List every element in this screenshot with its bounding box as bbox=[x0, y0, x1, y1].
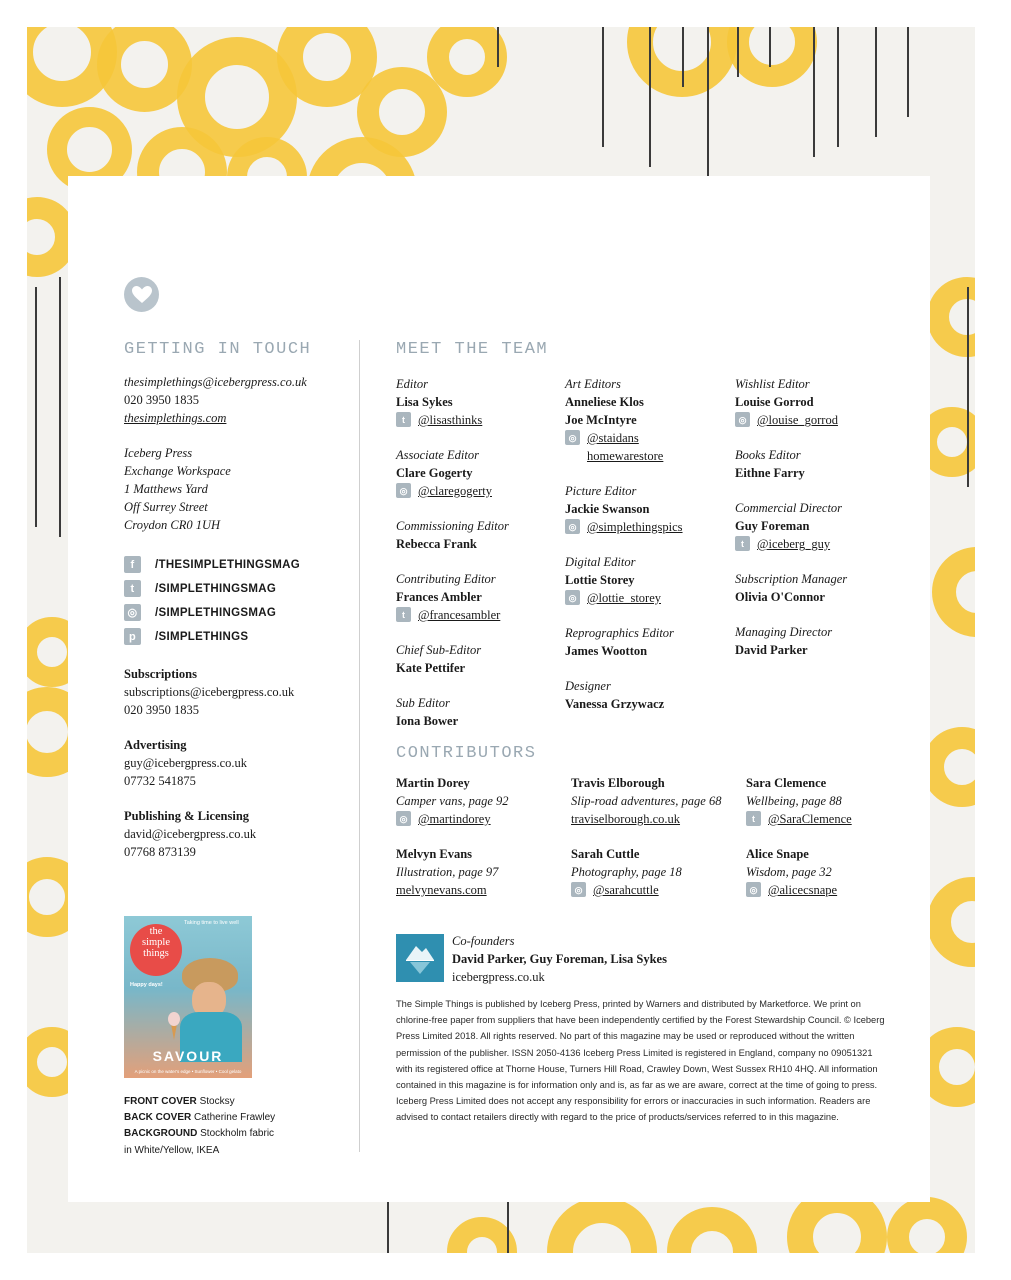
fabric-vine bbox=[837, 27, 839, 147]
magazine-cover bbox=[124, 916, 252, 1078]
contributor-work: Wellbeing, page 88 bbox=[746, 794, 842, 808]
advertising-label: Advertising bbox=[124, 738, 187, 752]
team-role: Art Editors bbox=[565, 377, 621, 391]
team-member bbox=[735, 446, 805, 482]
team-handle[interactable] bbox=[396, 606, 500, 624]
credit-value: in White/Yellow, IKEA bbox=[124, 1144, 220, 1156]
team-name: Clare Gogerty bbox=[396, 466, 473, 480]
contributor bbox=[746, 774, 852, 828]
fabric-vine bbox=[497, 27, 499, 67]
team-member bbox=[396, 694, 458, 730]
contributor-link-text: @SaraClemence bbox=[768, 812, 852, 826]
contributor-link-text: @alicecsnape bbox=[768, 883, 838, 897]
instagram-icon: ◎ bbox=[124, 604, 141, 621]
cover-ice-cream bbox=[168, 1012, 180, 1026]
team-role: Wishlist Editor bbox=[735, 377, 810, 391]
cover-logo-line: the bbox=[149, 926, 163, 937]
contributor-name: Sarah Cuttle bbox=[571, 847, 640, 861]
subscriptions-phone: 020 3950 1835 bbox=[124, 703, 199, 717]
team-name: Rebecca Frank bbox=[396, 537, 477, 551]
team-member bbox=[735, 499, 842, 553]
fabric-vine bbox=[769, 27, 771, 67]
team-name: Anneliese Klos bbox=[565, 395, 644, 409]
social-instagram[interactable] bbox=[124, 604, 276, 621]
credit-key: FRONT COVER bbox=[124, 1096, 197, 1107]
credit-value: Catherine Frawley bbox=[194, 1112, 276, 1124]
contributor-work: Illustration, page 97 bbox=[396, 865, 499, 879]
team-member bbox=[396, 641, 481, 677]
team-name: Frances Ambler bbox=[396, 590, 482, 604]
contributor bbox=[396, 774, 509, 828]
cofounders-names: David Parker, Guy Foreman, Lisa Sykes bbox=[452, 952, 667, 966]
fabric-vine bbox=[602, 27, 604, 147]
credit-key: BACKGROUND bbox=[124, 1128, 198, 1140]
address-line: Iceberg Press bbox=[124, 446, 193, 460]
cofounders-label: Co-founders bbox=[452, 934, 515, 948]
cover-logo-line: things bbox=[143, 948, 169, 959]
team-member bbox=[565, 677, 664, 713]
team-name: Jackie Swanson bbox=[565, 502, 650, 516]
contributor-name: Melvyn Evans bbox=[396, 847, 473, 861]
team-member bbox=[565, 553, 661, 607]
team-name: Iona Bower bbox=[396, 714, 459, 728]
team-role: Chief Sub-Editor bbox=[396, 643, 482, 657]
team-name: Louise Gorrod bbox=[735, 395, 814, 409]
handle-text: @claregogerty bbox=[418, 484, 492, 498]
team-handle[interactable] bbox=[396, 411, 482, 429]
social-handle: /SIMPLETHINGS bbox=[155, 630, 249, 643]
contributor-work: Slip-road adventures, page 68 bbox=[571, 794, 722, 808]
credit-value: Stockholm fabric bbox=[200, 1128, 275, 1140]
twitter-icon: t bbox=[396, 412, 411, 427]
cover-logo bbox=[132, 926, 180, 959]
team-member bbox=[396, 570, 500, 624]
handle-text: @lisasthinks bbox=[418, 413, 483, 427]
team-role: Digital Editor bbox=[565, 555, 636, 569]
contributor-link[interactable] bbox=[396, 881, 498, 899]
instagram-icon: ◎ bbox=[571, 882, 586, 897]
team-name: Olivia O'Connor bbox=[735, 590, 825, 604]
contributor bbox=[396, 845, 498, 899]
team-member bbox=[735, 623, 832, 659]
legal-notice bbox=[396, 996, 886, 1126]
team-role: Designer bbox=[565, 679, 611, 693]
cover-heading: Happy days! bbox=[130, 982, 163, 988]
team-role: Books Editor bbox=[735, 448, 801, 462]
contributor-name: Sara Clemence bbox=[746, 776, 827, 790]
contributor-link[interactable] bbox=[746, 810, 852, 828]
team-name: Eithne Farry bbox=[735, 466, 805, 480]
team-name: James Wootton bbox=[565, 644, 648, 658]
cover-logo-line: simple bbox=[142, 937, 170, 948]
fabric-vine bbox=[649, 27, 651, 167]
instagram-icon: ◎ bbox=[735, 412, 750, 427]
team-name: Kate Pettifer bbox=[396, 661, 466, 675]
team-handle[interactable] bbox=[565, 589, 661, 607]
contributor-link[interactable] bbox=[746, 881, 837, 899]
contributor-link-text: melvynevans.com bbox=[396, 883, 487, 897]
fabric-ring bbox=[727, 27, 817, 87]
fabric-vine bbox=[35, 287, 37, 527]
contributor-name: Alice Snape bbox=[746, 847, 809, 861]
credit-value: Stocksy bbox=[199, 1096, 235, 1107]
credit-key: BACK COVER bbox=[124, 1112, 192, 1124]
team-handle[interactable] bbox=[735, 411, 838, 429]
team-member bbox=[735, 570, 847, 606]
cover-ice-cream-cone bbox=[171, 1024, 177, 1040]
handle-text: @francesambler bbox=[418, 608, 501, 622]
instagram-icon: ◎ bbox=[396, 811, 411, 826]
social-pinterest[interactable] bbox=[124, 628, 248, 645]
fabric-ring bbox=[887, 1197, 967, 1253]
website-link[interactable]: thesimplethings.com bbox=[124, 411, 227, 425]
team-name: Lisa Sykes bbox=[396, 395, 453, 409]
team-role: Editor bbox=[396, 377, 428, 391]
social-twitter[interactable] bbox=[124, 580, 276, 597]
fabric-vine bbox=[737, 27, 739, 77]
twitter-icon: t bbox=[124, 580, 141, 597]
handle-text: @simplethingspics bbox=[587, 520, 683, 534]
team-name: Vanessa Grzywacz bbox=[565, 697, 665, 711]
subscriptions-label: Subscriptions bbox=[124, 667, 197, 681]
publishing-label: Publishing & Licensing bbox=[124, 809, 250, 823]
address-line: Croydon CR0 1UH bbox=[124, 518, 221, 532]
instagram-icon: ◎ bbox=[565, 519, 580, 534]
contributor-work: Wisdom, page 32 bbox=[746, 865, 832, 879]
team-role: Picture Editor bbox=[565, 484, 637, 498]
contributor bbox=[571, 774, 721, 828]
fabric-vine bbox=[813, 27, 815, 157]
team-name: Guy Foreman bbox=[735, 519, 810, 533]
pinterest-icon: p bbox=[124, 628, 141, 645]
team-role: Reprographics Editor bbox=[565, 626, 674, 640]
advertising-email[interactable]: guy@icebergpress.co.uk bbox=[124, 756, 248, 770]
cover-credits bbox=[124, 1094, 275, 1159]
twitter-icon: t bbox=[735, 536, 750, 551]
instagram-icon: ◎ bbox=[396, 483, 411, 498]
fabric-vine bbox=[967, 287, 969, 487]
fabric-ring bbox=[667, 1207, 757, 1253]
contributors-title: CONTRIBUTORS bbox=[396, 744, 537, 763]
social-handle: /SIMPLETHINGSMAG bbox=[155, 582, 277, 595]
contributor-link-text: @sarahcuttle bbox=[593, 883, 659, 897]
contributor-work: Camper vans, page 92 bbox=[396, 794, 509, 808]
address-line: Exchange Workspace bbox=[124, 464, 231, 478]
team-name: David Parker bbox=[735, 643, 808, 657]
team-role: Commercial Director bbox=[735, 501, 843, 515]
contributor-work: Photography, page 18 bbox=[571, 865, 682, 879]
getting-in-touch-title: GETTING IN TOUCH bbox=[124, 340, 312, 359]
cover-title: SAVOUR bbox=[152, 1048, 224, 1064]
twitter-icon: t bbox=[396, 607, 411, 622]
handle-text: @staidans bbox=[587, 431, 639, 445]
contributor-link-text: traviselborough.co.uk bbox=[571, 812, 681, 826]
fabric-ring bbox=[927, 877, 975, 967]
fabric-ring bbox=[932, 547, 975, 637]
team-member bbox=[565, 482, 683, 536]
contributor bbox=[746, 845, 837, 899]
contributor-name: Martin Dorey bbox=[396, 776, 470, 790]
facebook-icon: f bbox=[124, 556, 141, 573]
contributor-link-text: @martindorey bbox=[418, 812, 491, 826]
cover-tagline: Taking time to live well bbox=[184, 920, 239, 926]
team-handle[interactable] bbox=[396, 482, 492, 500]
social-facebook[interactable] bbox=[124, 556, 300, 573]
fabric-vine bbox=[707, 27, 709, 177]
handle-text: @louise_gorrod bbox=[757, 413, 838, 427]
team-handle[interactable] bbox=[735, 535, 842, 553]
team-role: Managing Director bbox=[735, 625, 833, 639]
team-member bbox=[396, 375, 482, 429]
team-role: Commissioning Editor bbox=[396, 519, 509, 533]
contact-email[interactable]: thesimplethings@icebergpress.co.uk bbox=[124, 375, 307, 389]
team-member bbox=[735, 375, 838, 429]
team-member bbox=[396, 446, 492, 500]
team-role: Associate Editor bbox=[396, 448, 479, 462]
cover-subtitle: A picnic on the water's edge • Sunflower • Cool gelato bbox=[134, 1069, 242, 1074]
instagram-icon: ◎ bbox=[565, 430, 580, 445]
handle-text: @iceberg_guy bbox=[757, 537, 831, 551]
team-member bbox=[565, 375, 663, 465]
advertising-phone: 07732 541875 bbox=[124, 774, 196, 788]
contributor-link[interactable] bbox=[571, 810, 721, 828]
iceberg-press-logo bbox=[396, 934, 444, 982]
fabric-vine bbox=[875, 27, 877, 137]
team-name: Joe McIntyre bbox=[565, 413, 637, 427]
fabric-ring bbox=[547, 1197, 657, 1253]
instagram-icon: ◎ bbox=[746, 882, 761, 897]
team-handle[interactable] bbox=[565, 518, 683, 536]
team-role: Subscription Manager bbox=[735, 572, 848, 586]
team-role: Sub Editor bbox=[396, 696, 450, 710]
meet-the-team-title: MEET THE TEAM bbox=[396, 340, 549, 359]
contributor-name: Travis Elborough bbox=[571, 776, 665, 790]
address-line: Off Surrey Street bbox=[124, 500, 208, 514]
contributor-link[interactable] bbox=[396, 810, 509, 828]
publishing-phone: 07768 873139 bbox=[124, 845, 196, 859]
social-handle: /THESIMPLETHINGSMAG bbox=[155, 558, 300, 571]
fabric-vine bbox=[907, 27, 909, 117]
subscriptions-email[interactable]: subscriptions@icebergpress.co.uk bbox=[124, 685, 295, 699]
team-handle[interactable] bbox=[565, 429, 663, 465]
heart-icon bbox=[124, 277, 159, 312]
contributor bbox=[571, 845, 682, 899]
instagram-icon: ◎ bbox=[565, 590, 580, 605]
twitter-icon: t bbox=[746, 811, 761, 826]
handle-text: homewarestore bbox=[587, 449, 664, 463]
fabric-ring bbox=[427, 27, 507, 97]
handle-text: @lottie_storey bbox=[587, 591, 661, 605]
publishing-email[interactable]: david@icebergpress.co.uk bbox=[124, 827, 257, 841]
column-divider bbox=[359, 340, 360, 1152]
legal-text: The Simple Things is published by Iceberg Press, printed by Warners and distributed by Marketforce. We print on chlorine-free paper from suppliers that have been independently certified by the Forest Stewardship Council. © Iceberg Press Limited 2018. All rights reserved. No part of this magazine may be used or reproduced without the written permission of the publisher. ISSN 2050-4136 Iceberg Press Limited is registered in England, company no 09051321 with its registered office at Thorne House, Turners Hill Road, Crawley Down, West Sussex RH10 4HQ. All information contained in this magazine is for information only and is, as far as we are aware, correct at the time of going to press. Iceberg Press Limited does not accept any responsibility for errors or inaccuracies in such information. Readers are advised to contact retailers directly with regard to the price of products/services referred to in this magazine. bbox=[396, 999, 885, 1123]
address-line: 1 Matthews Yard bbox=[124, 482, 208, 496]
team-member bbox=[565, 624, 674, 660]
contributor-link[interactable] bbox=[571, 881, 682, 899]
contact-phone: 020 3950 1835 bbox=[124, 393, 199, 407]
team-member bbox=[396, 517, 509, 553]
fabric-vine bbox=[682, 27, 684, 87]
social-handle: /SIMPLETHINGSMAG bbox=[155, 606, 277, 619]
team-name: Lottie Storey bbox=[565, 573, 635, 587]
team-role: Contributing Editor bbox=[396, 572, 496, 586]
iceberg-site[interactable]: icebergpress.co.uk bbox=[452, 970, 545, 984]
fabric-vine bbox=[59, 277, 61, 537]
